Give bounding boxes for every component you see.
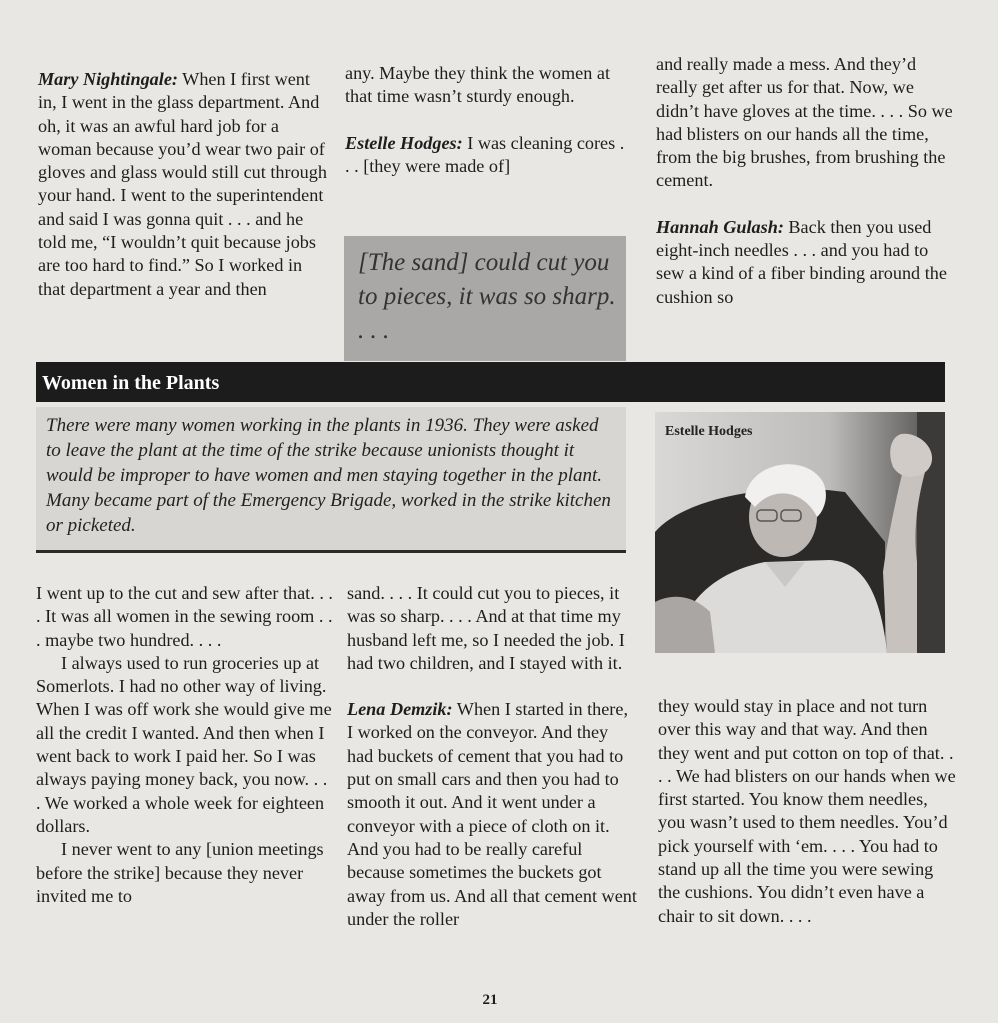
quote-text: When I started in there, I worked on the conveyor. And they had buckets of cement that you had to put on small cars and then you had to smooth it out. And it went under a conveyor with a piece of cloth on it. And you had to be really careful because sometimes the buckets got away from us. And all that cement went under the roller bbox=[347, 699, 637, 929]
photo-caption: Estelle Hodges bbox=[665, 424, 753, 439]
quote-paragraph: I always used to run groceries up at Somerlots. I had no other way of living. When I was off work she would give me all the credit I wanted. And then when I went back to work I paid her. So I was always paying money back, you now. . . . We worked a whole week for eighteen dollars. bbox=[36, 652, 332, 836]
photo-illustration bbox=[655, 412, 945, 653]
quote-paragraph bbox=[38, 68, 328, 301]
section-header-bar bbox=[36, 362, 945, 402]
top-column-1 bbox=[38, 68, 328, 301]
quote-paragraph bbox=[345, 132, 625, 179]
quote-paragraph bbox=[656, 216, 956, 309]
pull-quote: [The sand] could cut you to pieces, it was so sharp. . . . bbox=[344, 236, 626, 361]
quote-text: Back then you used eight-inch needles . . . and you had to sew a kind of a fiber binding around the cushion so bbox=[656, 216, 947, 307]
page-number: 21 bbox=[482, 992, 498, 1008]
quote-paragraph: any. Maybe they think the women at that time wasn’t sturdy enough. bbox=[345, 63, 610, 107]
quote-paragraph: they would stay in place and not turn over this way and that way. And then they went and put cotton on top of that. . . . We had blisters on our hands when we first started. You know them needles, you wasn’t used to them needles. You’d pick yourself with ‘em. . . . You had to stand up all the time you were sewing the cushions. You didn’t even have a chair to sit down. . . . bbox=[658, 696, 956, 926]
quote-paragraph bbox=[347, 698, 637, 931]
top-column-3 bbox=[656, 53, 956, 309]
speaker-name: Hannah Gulash: bbox=[656, 216, 784, 237]
speaker-name: Mary Nightingale: bbox=[38, 69, 178, 89]
quote-text: When I first went in, I went in the glass department. And oh, it was an awful hard job for a woman because you’d wear two pair of gloves and glass would still cut through your hand. I went to the superintendent and said I was gonna quit . . . and he told me, “I wouldn’t quit because jobs are too hard to find.” So I worked in that department a year and then bbox=[38, 69, 327, 299]
quote-text: I was cleaning cores . . . [they were made of] bbox=[345, 132, 625, 176]
speaker-name: Estelle Hodges: bbox=[345, 132, 463, 153]
top-column-2 bbox=[345, 62, 625, 178]
quote-paragraph: I went up to the cut and sew after that. . . . It was all women in the sewing room . . . maybe two hundred. . . . bbox=[36, 583, 333, 650]
photo bbox=[655, 412, 945, 653]
bottom-column-2 bbox=[347, 582, 637, 931]
quote-paragraph: sand. . . . It could cut you to pieces, it was so sharp. . . . And at that time my husband left me, so I needed the job. I had two children, and I stayed with it. bbox=[347, 583, 625, 673]
section-title: Women in the Plants bbox=[42, 372, 220, 394]
quote-paragraph: and really made a mess. And they’d really get after us for that. Now, we didn’t have gloves at the time. . . . So we had blisters on our hands all the time, from the big brushes, from brushing the cement. bbox=[656, 54, 953, 191]
bottom-column-3 bbox=[658, 695, 958, 928]
bottom-column-1 bbox=[36, 582, 336, 908]
quote-paragraph: I never went to any [union meetings before the strike] because they never invited me to bbox=[36, 839, 324, 906]
section-intro: There were many women working in the plants in 1936. They were asked to leave the plant at the time of the strike because unionists thought it would be improper to have women and men staying together in the plant. Many became part of the Emergency Brigade, worked in the strike kitchen or picketed. bbox=[36, 407, 626, 553]
speaker-name: Lena Demzik: bbox=[347, 699, 453, 720]
